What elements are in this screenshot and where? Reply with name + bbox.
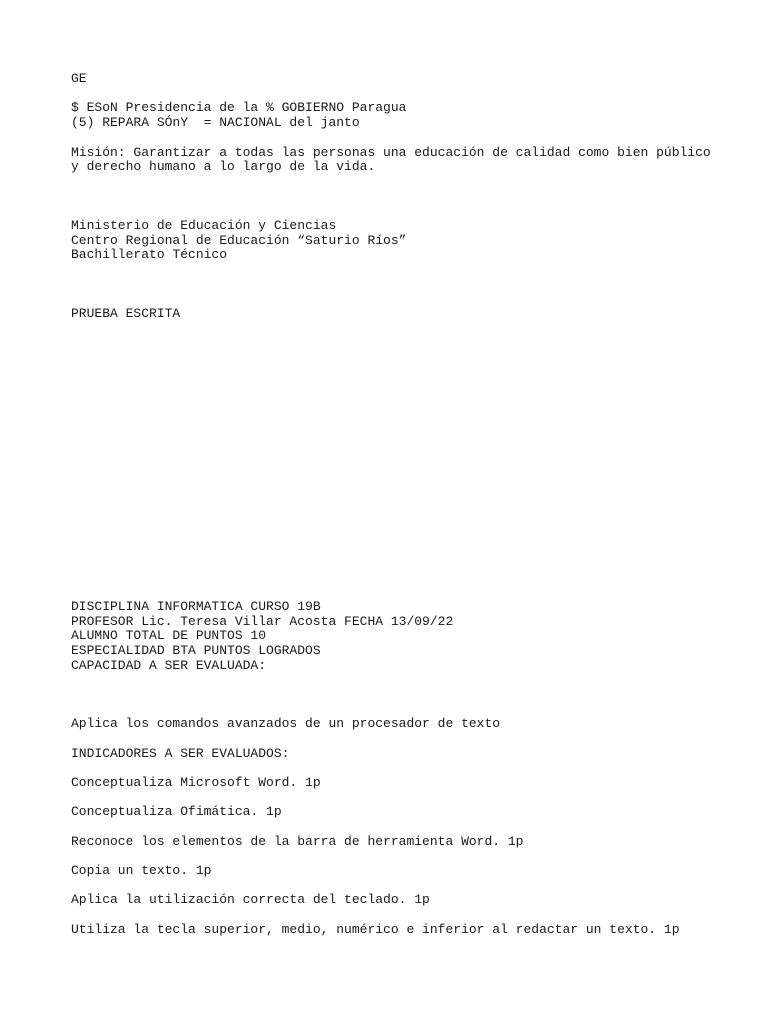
header-code: GE — [71, 71, 87, 86]
test-title: PRUEBA ESCRITA — [71, 306, 181, 321]
indicator-item: Copia un texto. 1p — [71, 863, 212, 878]
mission-line-2: y derecho humano a lo largo de la vida. — [71, 159, 376, 174]
mission-line-1: Misión: Garantizar a todas las personas una educación de calidad como bien público — [71, 145, 711, 160]
ministry-name: Ministerio de Educación y Ciencias — [71, 218, 337, 233]
indicator-item: Conceptualiza Ofimática. 1p — [71, 804, 282, 819]
indicator-item: Aplica la utilización correcta del teclado. 1p — [71, 892, 430, 907]
institution-line-2: (5) REPARA SÓnY = NACIONAL del janto — [71, 115, 360, 130]
program-name: Bachillerato Técnico — [71, 247, 228, 262]
indicator-item: Utiliza la tecla superior, medio, numérico e inferior al redactar un texto. 1p — [71, 922, 680, 937]
institution-line-1: $ ESoN Presidencia de la % GOBIERNO Paragua — [71, 100, 407, 115]
center-name: Centro Regional de Educación “Saturio Ríos” — [71, 233, 407, 248]
specialty-line: ESPECIALIDAD BTA PUNTOS LOGRADOS — [71, 643, 321, 658]
professor-line: PROFESOR Lic. Teresa Villar Acosta FECHA 13/09/22 — [71, 614, 454, 629]
indicators-heading: INDICADORES A SER EVALUADOS: — [71, 746, 290, 761]
discipline-line: DISCIPLINA INFORMATICA CURSO 19B — [71, 599, 321, 614]
indicator-item: Conceptualiza Microsoft Word. 1p — [71, 775, 321, 790]
capacity-text: Aplica los comandos avanzados de un procesador de texto — [71, 716, 501, 731]
capacity-heading: CAPACIDAD A SER EVALUADA: — [71, 658, 267, 673]
student-line: ALUMNO TOTAL DE PUNTOS 10 — [71, 628, 267, 643]
indicator-item: Reconoce los elementos de la barra de herramienta Word. 1p — [71, 834, 524, 849]
